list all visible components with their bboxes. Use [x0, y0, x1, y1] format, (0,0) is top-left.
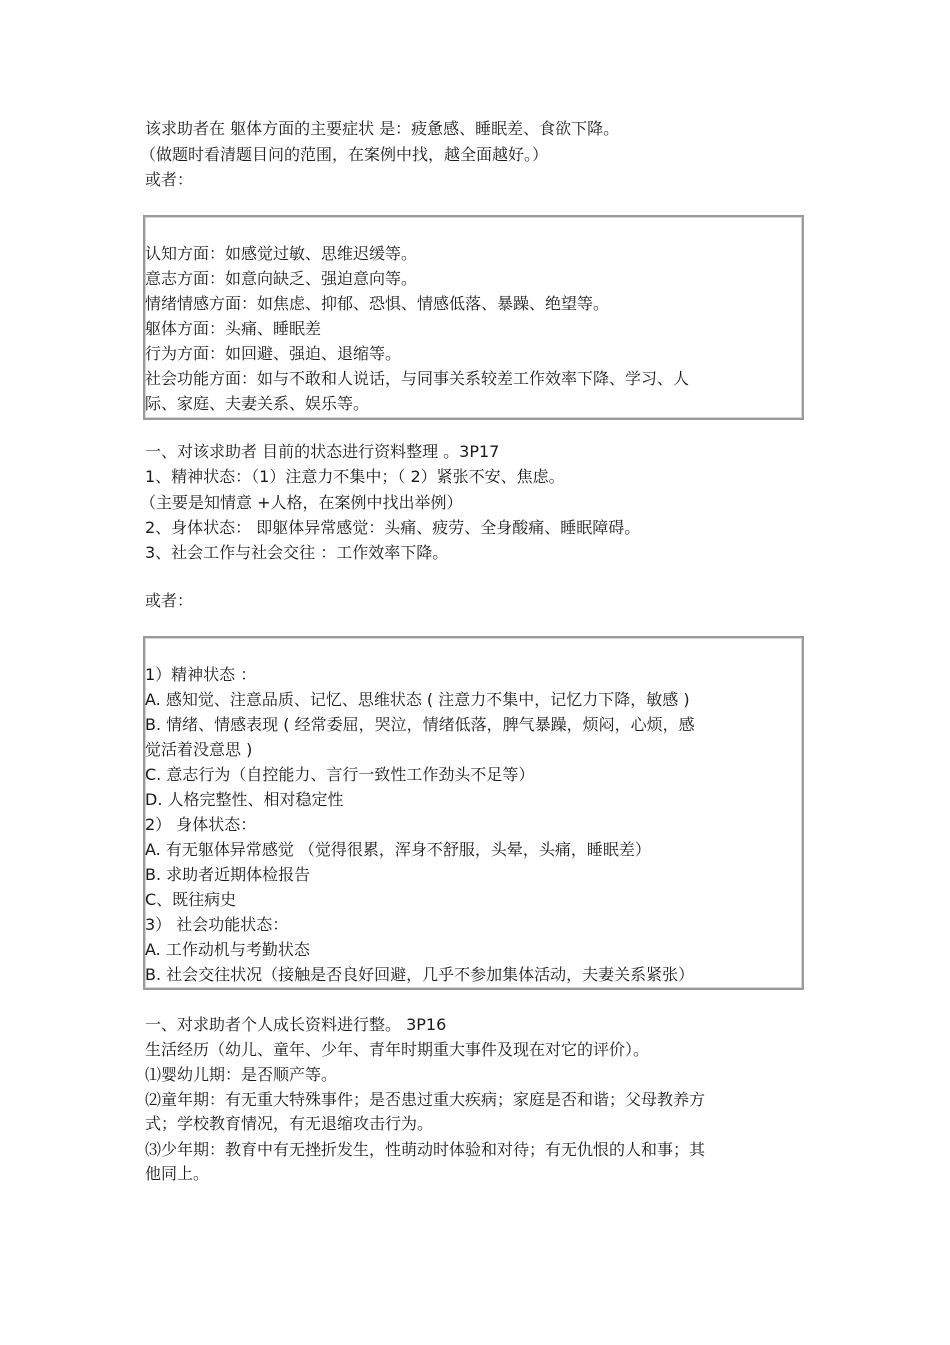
box2-item-4: 觉活着没意思 ) [145, 740, 253, 759]
box2-item-2: A. 感知觉、注意品质、记忆、思维状态 ( 注意力不集中，记忆力下降，敏感 ) [145, 690, 690, 709]
section3-line-2: ⑴婴幼儿期：是否顺产等。 [145, 1065, 338, 1084]
box2-item-8: A. 有无躯体异常感觉 （觉得很累，浑身不舒服，头晕，头痛，睡眠差） [145, 840, 651, 859]
box2-item-11: 3） 社会功能状态： [145, 915, 289, 934]
section3-title: 一、对求助者个人成长资料进行整。 3P16 [145, 1015, 447, 1034]
box2-item-6: D. 人格完整性、相对稳定性 [145, 790, 344, 809]
intro-line-2: （做题时看清题目问的范围，在案例中找，越全面越好。） [140, 145, 549, 164]
box2-item-5: C. 意志行为（自控能力、言行一致性工作劲头不足等） [145, 765, 535, 784]
intro-line-1: 该求助者在 躯体方面的主要症状 是：疲惫感、睡眠差、食欲下降。 [145, 119, 620, 138]
section3-line-6: 他同上。 [145, 1164, 210, 1183]
box1-item-6: 社会功能方面：如与不敢和人说话，与同事关系较差工作效率下降、学习、人 [145, 369, 690, 388]
section2-line-1: 1、精神状态：（1）注意力不集中；（ 2）紧张不安、焦虑。 [145, 467, 565, 486]
box2-item-10: C、既往病史 [145, 890, 237, 909]
box1-item-1: 认知方面：如感觉过敏、思维迟缓等。 [145, 244, 418, 263]
section3-line-3: ⑵童年期：有无重大特殊事件；是否患过重大疾病；家庭是否和谐；父母教养方 [145, 1090, 706, 1109]
box2-item-12: A. 工作动机与考勤状态 [145, 940, 310, 959]
box2-item-7: 2） 身体状态： [145, 815, 257, 834]
section2-line-2: （主要是知情意 +人格，在案例中找出举例） [140, 493, 463, 512]
box2-item-3: B. 情绪、情感表现 ( 经常委屈，哭泣，情绪低落，脾气暴躁，烦闷，心烦，感 [145, 715, 695, 734]
section2-or: 或者： [145, 591, 194, 610]
section2-line-4: 3、社会工作与社会交往 ：工作效率下降。 [145, 543, 449, 562]
section3-line-5: ⑶少年期：教育中有无挫折发生，性萌动时体验和对待；有无仇恨的人和事；其 [145, 1140, 706, 1159]
box1-item-3: 情绪情感方面：如焦虑、抑郁、恐惧、情感低落、暴躁、绝望等。 [145, 294, 610, 313]
symptom-categories-box [143, 215, 804, 420]
box1-item-2: 意志方面：如意向缺乏、强迫意向等。 [145, 269, 418, 288]
box1-item-5: 行为方面：如回避、强迫、退缩等。 [145, 344, 402, 363]
box2-item-1: 1）精神状态 ： [145, 665, 257, 684]
section3-line-1: 生活经历（幼儿、童年、少年、青年时期重大事件及现在对它的评价）。 [145, 1040, 650, 1059]
intro-line-3: 或者： [145, 170, 194, 189]
box2-item-13: B. 社会交往状况（接触是否良好回避，几乎不参加集体活动，夫妻关系紧张） [145, 965, 695, 984]
section2-line-3: 2、身体状态： 即躯体异常感觉：头痛、疲劳、全身酸痛、睡眠障碍。 [145, 518, 641, 537]
box1-item-7: 际、家庭、夫妻关系、娱乐等。 [145, 394, 370, 413]
section3-line-4: 式；学校教育情况，有无退缩攻击行为。 [145, 1114, 434, 1133]
box1-item-4: 躯体方面：头痛、睡眠差 [145, 319, 322, 338]
status-detail-box [143, 636, 804, 990]
box2-item-9: B. 求助者近期体检报告 [145, 865, 311, 884]
section2-title: 一、对该求助者 目前的状态进行资料整理 。3P17 [145, 442, 500, 461]
